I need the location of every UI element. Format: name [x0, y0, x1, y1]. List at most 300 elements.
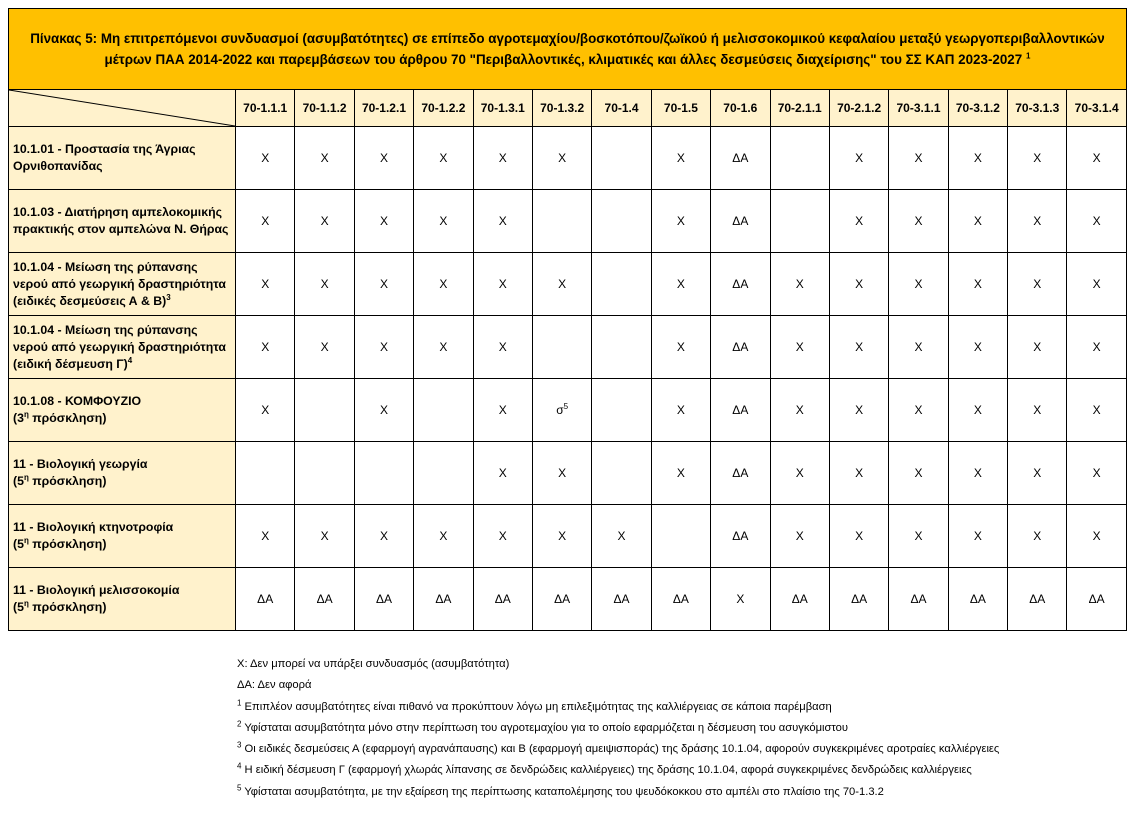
matrix-cell	[770, 253, 829, 316]
cell-value: Χ	[558, 529, 567, 543]
column-header: 70-1.2.1	[354, 90, 413, 127]
cell-value: ΔΑ	[613, 592, 630, 606]
matrix-cell	[473, 442, 532, 505]
cell-value: Χ	[379, 403, 388, 417]
matrix-cell	[889, 568, 948, 631]
cell-value: Χ	[973, 403, 982, 417]
matrix-cell	[236, 127, 295, 190]
cell-value: Χ	[973, 151, 982, 165]
table-title-footnote-mark: 1	[1025, 51, 1031, 61]
footnote-text: Υφίσταται ασυμβατότητα μόνο στην περίπτωση του αγροτεμαχίου για το οποίο εφαρμόζεται η δέσμευση του ασυγκόμιστου	[241, 721, 849, 734]
matrix-cell	[770, 568, 829, 631]
cell-value: Χ	[320, 214, 329, 228]
footnote	[237, 782, 999, 803]
cell-value: ΔΑ	[316, 592, 333, 606]
row-label-superscript: η	[23, 535, 29, 545]
footnote-text: Επιπλέον ασυμβατότητες είναι πιθανό να προκύπτουν λόγω μη επιλεξιμότητας της καλλιέργειας σε κάποια παρέμβαση	[241, 700, 832, 713]
table-row	[9, 568, 1127, 631]
cell-value: Χ	[261, 403, 270, 417]
row-label-line2: πρακτικής στον αμπελώνα Ν. Θήρας	[13, 222, 229, 236]
row-label-line2-rest: πρόσκληση)	[28, 411, 107, 425]
cell-value: Χ	[914, 214, 923, 228]
matrix-cell	[592, 253, 651, 316]
matrix-cell	[532, 379, 591, 442]
cell-value: Χ	[498, 214, 507, 228]
cell-value: Χ	[498, 340, 507, 354]
matrix-cell	[1067, 127, 1126, 190]
matrix-cell	[295, 568, 354, 631]
matrix-cell	[889, 379, 948, 442]
matrix-cell	[829, 127, 888, 190]
footnote	[237, 654, 999, 675]
row-header	[9, 568, 236, 631]
row-label-superscript: η	[23, 409, 29, 419]
matrix-cell	[829, 316, 888, 379]
cell-value: ΔΑ	[969, 592, 986, 606]
cell-value: Χ	[1092, 466, 1101, 480]
cell-value: Χ	[1092, 403, 1101, 417]
matrix-cell	[236, 379, 295, 442]
cell-value: Χ	[795, 529, 804, 543]
matrix-cell	[532, 568, 591, 631]
matrix-cell	[651, 379, 710, 442]
cell-value: Χ	[795, 466, 804, 480]
cell-value: Χ	[439, 340, 448, 354]
cell-value: Χ	[617, 529, 626, 543]
footnote-mark: 3	[237, 740, 242, 750]
row-label-line2: (3	[13, 411, 24, 425]
cell-value: Χ	[379, 340, 388, 354]
matrix-cell	[711, 505, 770, 568]
footnote-text: Χ: Δεν μπορεί να υπάρξει συνδυασμός (ασυμβατότητα)	[237, 658, 510, 670]
matrix-cell	[354, 568, 413, 631]
footnote-mark: 2	[237, 719, 242, 729]
matrix-cell	[711, 568, 770, 631]
matrix-cell	[770, 127, 829, 190]
row-header	[9, 127, 236, 190]
matrix-cell	[948, 505, 1007, 568]
footnote-text: Οι ειδικές δεσμεύσεις Α (εφαρμογή αγρανάπαυσης) και Β (εφαρμογή αμειψισποράς) της δράσης 10.1.04, αφορούν συγκεκριμένες αροτραίες καλλιέργειες	[241, 743, 1000, 756]
matrix-cell	[473, 379, 532, 442]
matrix-cell	[354, 442, 413, 505]
cell-value: Χ	[261, 340, 270, 354]
cell-value: ΔΑ	[910, 592, 927, 606]
row-label-superscript: η	[23, 598, 29, 608]
matrix-cell	[1008, 505, 1067, 568]
matrix-cell	[1067, 253, 1126, 316]
matrix-cell	[889, 190, 948, 253]
column-header: 70-2.1.1	[770, 90, 829, 127]
row-label-line3: (ειδικές δεσμεύσεις Α & Β)	[13, 293, 167, 308]
matrix-cell	[414, 127, 473, 190]
cell-value: Χ	[379, 214, 388, 228]
cell-value: Χ	[855, 151, 864, 165]
matrix-cell	[889, 127, 948, 190]
cell-value: ΔΑ	[791, 592, 808, 606]
footnote	[237, 675, 999, 696]
matrix-cell	[1067, 505, 1126, 568]
compatibility-table	[8, 8, 1127, 631]
matrix-cell	[354, 316, 413, 379]
footnote-mark: 5	[237, 783, 242, 793]
column-header: 70-3.1.1	[889, 90, 948, 127]
table-row	[9, 127, 1127, 190]
cell-value: Χ	[261, 214, 270, 228]
matrix-cell	[236, 442, 295, 505]
footnote	[237, 718, 999, 739]
matrix-cell	[354, 127, 413, 190]
cell-value: Χ	[1033, 340, 1042, 354]
cell-value: Χ	[379, 529, 388, 543]
cell-value: Χ	[914, 340, 923, 354]
row-label-line2: (5	[13, 600, 24, 614]
cell-value: Χ	[379, 277, 388, 291]
matrix-cell	[711, 253, 770, 316]
matrix-cell	[889, 253, 948, 316]
matrix-cell	[770, 442, 829, 505]
matrix-cell	[1008, 379, 1067, 442]
matrix-cell	[532, 442, 591, 505]
cell-value: Χ	[973, 277, 982, 291]
row-label-line1: 10.1.04 - Μείωση της ρύπανσης	[13, 322, 198, 337]
row-label-line1: 10.1.08 - ΚΟΜΦΟΥΖΙΟ	[13, 394, 142, 408]
matrix-cell	[414, 379, 473, 442]
row-label-line1: 11 - Βιολογική γεωργία	[13, 457, 148, 471]
table-row	[9, 316, 1127, 379]
cell-value: Χ	[498, 403, 507, 417]
cell-value: ΔΑ	[494, 592, 511, 606]
matrix-cell	[1008, 568, 1067, 631]
cell-value: ΔΑ	[732, 529, 749, 543]
matrix-cell	[295, 190, 354, 253]
cell-value: ΔΑ	[732, 403, 749, 417]
matrix-cell	[295, 253, 354, 316]
cell-value: σ	[556, 403, 564, 417]
matrix-cell	[829, 568, 888, 631]
matrix-cell	[889, 505, 948, 568]
matrix-cell	[295, 127, 354, 190]
table-title-text: Πίνακας 5: Μη επιτρεπόμενοι συνδυασμοί (ασυμβατότητες) σε επίπεδο αγροτεμαχίου/βοσκοτόπου/ζωϊκού ή μελισσοκομικού κεφαλαίου μεταξύ γεωργοπεριβαλλοντικών μέτρων ΠΑΑ 2014-2022 και παρεμβάσεων του άρθρου 70 "Περιβαλλοντικές, κλιματικές και άλλες δεσμεύσεις διαχείρισης" του ΣΣ ΚΑΠ 2023-2027	[30, 31, 1105, 67]
cell-footnote-mark: 5	[563, 402, 569, 411]
cell-value: Χ	[855, 277, 864, 291]
cell-value: Χ	[261, 151, 270, 165]
cell-value: Χ	[855, 340, 864, 354]
matrix-cell	[651, 190, 710, 253]
footnote	[237, 760, 999, 781]
cell-value: ΔΑ	[1029, 592, 1046, 606]
cell-value: Χ	[1092, 529, 1101, 543]
cell-value: Χ	[795, 277, 804, 291]
matrix-cell	[829, 379, 888, 442]
cell-value: ΔΑ	[1088, 592, 1105, 606]
footnote-mark: 1	[237, 697, 242, 707]
table-row	[9, 379, 1127, 442]
matrix-cell	[414, 316, 473, 379]
cell-value: Χ	[498, 277, 507, 291]
matrix-cell	[948, 127, 1007, 190]
row-header	[9, 190, 236, 253]
matrix-cell	[236, 505, 295, 568]
matrix-cell	[295, 379, 354, 442]
matrix-cell	[948, 379, 1007, 442]
cell-value: Χ	[676, 466, 685, 480]
column-header: 70-3.1.2	[948, 90, 1007, 127]
row-label-line1: 10.1.03 - Διατήρηση αμπελοκομικής	[13, 205, 222, 219]
matrix-cell	[354, 253, 413, 316]
cell-value: Χ	[855, 214, 864, 228]
matrix-cell	[236, 253, 295, 316]
column-header: 70-1.4	[592, 90, 651, 127]
cell-value: Χ	[855, 529, 864, 543]
matrix-cell	[592, 442, 651, 505]
row-header	[9, 379, 236, 442]
row-label-line2-rest: πρόσκληση)	[28, 600, 107, 614]
matrix-cell	[236, 190, 295, 253]
table-row	[9, 442, 1127, 505]
cell-value: Χ	[320, 529, 329, 543]
matrix-cell	[711, 442, 770, 505]
row-label-line2: νερού από γεωργική δραστηριότητα	[13, 339, 226, 354]
matrix-cell	[948, 316, 1007, 379]
matrix-cell	[354, 505, 413, 568]
cell-value: Χ	[1092, 277, 1101, 291]
column-header: 70-1.3.2	[532, 90, 591, 127]
table-title	[9, 9, 1127, 90]
column-header: 70-3.1.4	[1067, 90, 1126, 127]
cell-value: Χ	[320, 277, 329, 291]
matrix-cell	[592, 568, 651, 631]
matrix-cell	[1008, 442, 1067, 505]
cell-value: Χ	[498, 466, 507, 480]
footnotes	[237, 654, 999, 803]
footnote-text: Υφίσταται ασυμβατότητα, με την εξαίρεση της περίπτωσης καταπολέμησης του ψευδόκοκκου στο αμπέλι στο πλαίσιο της 70-1.3.2	[241, 785, 884, 798]
cell-value: Χ	[439, 277, 448, 291]
table-row	[9, 253, 1127, 316]
cell-value: Χ	[795, 403, 804, 417]
matrix-cell	[770, 316, 829, 379]
cell-value: Χ	[973, 529, 982, 543]
matrix-cell	[889, 442, 948, 505]
matrix-cell	[651, 505, 710, 568]
cell-value: Χ	[676, 277, 685, 291]
cell-value: Χ	[1033, 151, 1042, 165]
matrix-cell	[592, 316, 651, 379]
row-header	[9, 442, 236, 505]
column-header: 70-2.1.2	[829, 90, 888, 127]
row-header	[9, 505, 236, 568]
corner-cell	[9, 90, 236, 127]
footnote	[237, 697, 999, 718]
row-header	[9, 253, 236, 316]
column-header: 70-1.6	[711, 90, 770, 127]
cell-value: Χ	[795, 340, 804, 354]
cell-value: Χ	[439, 214, 448, 228]
cell-value: Χ	[855, 466, 864, 480]
matrix-cell	[295, 442, 354, 505]
cell-value: ΔΑ	[732, 151, 749, 165]
cell-value: Χ	[261, 529, 270, 543]
table-row	[9, 190, 1127, 253]
matrix-cell	[651, 253, 710, 316]
matrix-cell	[948, 190, 1007, 253]
matrix-cell	[592, 127, 651, 190]
cell-value: Χ	[1092, 151, 1101, 165]
matrix-cell	[889, 316, 948, 379]
cell-value: Χ	[1033, 466, 1042, 480]
matrix-cell	[473, 127, 532, 190]
cell-value: Χ	[736, 592, 745, 606]
matrix-cell	[295, 316, 354, 379]
matrix-cell	[829, 442, 888, 505]
cell-value: Χ	[558, 277, 567, 291]
cell-value: Χ	[914, 277, 923, 291]
cell-value: Χ	[914, 403, 923, 417]
cell-value: Χ	[1092, 214, 1101, 228]
cell-value: ΔΑ	[554, 592, 571, 606]
row-label-line2-rest: πρόσκληση)	[28, 537, 107, 551]
matrix-cell	[1008, 190, 1067, 253]
matrix-cell	[829, 190, 888, 253]
cell-value: ΔΑ	[257, 592, 274, 606]
row-footnote-mark: 3	[166, 292, 171, 302]
matrix-cell	[414, 253, 473, 316]
cell-value: Χ	[1033, 277, 1042, 291]
matrix-cell	[473, 568, 532, 631]
matrix-cell	[592, 505, 651, 568]
matrix-cell	[711, 316, 770, 379]
matrix-cell	[414, 505, 473, 568]
row-label-line2: (5	[13, 537, 24, 551]
matrix-cell	[236, 316, 295, 379]
footnote-text: Η ειδική δέσμευση Γ (εφαρμογή χλωράς λίπανσης σε δενδρώδεις καλλιέργειες) της δράσης 10.1.04, αφορά συγκεκριμένες δενδρώδεις καλλιέργειες	[241, 764, 972, 777]
cell-value: Χ	[973, 340, 982, 354]
cell-value: Χ	[676, 151, 685, 165]
matrix-cell	[532, 127, 591, 190]
column-header-row	[9, 90, 1127, 127]
matrix-cell	[532, 253, 591, 316]
cell-value: Χ	[676, 214, 685, 228]
cell-value: Χ	[1033, 403, 1042, 417]
matrix-cell	[354, 190, 413, 253]
matrix-cell	[1067, 568, 1126, 631]
row-label-superscript: η	[23, 472, 29, 482]
cell-value: Χ	[1092, 340, 1101, 354]
column-header: 70-1.1.1	[236, 90, 295, 127]
cell-value: ΔΑ	[732, 340, 749, 354]
row-label-line2: Ορνιθοπανίδας	[13, 159, 103, 173]
cell-value: ΔΑ	[732, 466, 749, 480]
matrix-cell	[414, 442, 473, 505]
cell-value: ΔΑ	[732, 214, 749, 228]
matrix-cell	[651, 568, 710, 631]
column-header: 70-3.1.3	[1008, 90, 1067, 127]
cell-value: Χ	[379, 151, 388, 165]
matrix-cell	[770, 379, 829, 442]
row-label-line2: νερού από γεωργική δραστηριότητα	[13, 276, 226, 291]
cell-value: Χ	[498, 529, 507, 543]
column-header: 70-1.5	[651, 90, 710, 127]
cell-value: Χ	[1033, 214, 1042, 228]
cell-value: Χ	[558, 151, 567, 165]
matrix-cell	[1008, 316, 1067, 379]
footnote-mark: 4	[237, 761, 242, 771]
cell-value: ΔΑ	[375, 592, 392, 606]
matrix-cell	[829, 505, 888, 568]
matrix-cell	[651, 127, 710, 190]
matrix-cell	[532, 190, 591, 253]
row-label-line1: 10.1.01 - Προστασία της Άγριας	[13, 142, 196, 156]
cell-value: Χ	[914, 466, 923, 480]
cell-value: Χ	[914, 151, 923, 165]
cell-value: Χ	[498, 151, 507, 165]
footnote-text: ΔΑ: Δεν αφορά	[237, 679, 312, 692]
cell-value: Χ	[320, 340, 329, 354]
matrix-cell	[414, 568, 473, 631]
cell-value: Χ	[914, 529, 923, 543]
matrix-cell	[948, 442, 1007, 505]
matrix-cell	[948, 568, 1007, 631]
row-label-line1: 10.1.04 - Μείωση της ρύπανσης	[13, 259, 198, 274]
row-label-line1: 11 - Βιολογική κτηνοτροφία	[13, 520, 174, 534]
matrix-cell	[532, 316, 591, 379]
matrix-cell	[592, 190, 651, 253]
matrix-cell	[1067, 379, 1126, 442]
row-label-line2-rest: πρόσκληση)	[28, 474, 107, 488]
matrix-cell	[354, 379, 413, 442]
matrix-cell	[651, 442, 710, 505]
row-footnote-mark: 4	[127, 355, 133, 365]
footnote	[237, 739, 999, 760]
cell-value: Χ	[676, 340, 685, 354]
cell-value: ΔΑ	[851, 592, 868, 606]
matrix-cell	[948, 253, 1007, 316]
cell-value: ΔΑ	[435, 592, 452, 606]
matrix-cell	[1067, 316, 1126, 379]
matrix-cell	[473, 316, 532, 379]
table-row	[9, 505, 1127, 568]
matrix-cell	[473, 253, 532, 316]
cell-value: Χ	[1033, 529, 1042, 543]
cell-value: Χ	[558, 466, 567, 480]
cell-value: ΔΑ	[672, 592, 689, 606]
matrix-cell	[1067, 442, 1126, 505]
column-header: 70-1.2.2	[414, 90, 473, 127]
row-label-line2: (5	[13, 474, 24, 488]
cell-value: Χ	[439, 529, 448, 543]
matrix-cell	[711, 190, 770, 253]
cell-value: Χ	[855, 403, 864, 417]
cell-value: Χ	[676, 403, 685, 417]
column-header: 70-1.1.2	[295, 90, 354, 127]
diagonal-divider	[9, 90, 235, 126]
matrix-cell	[473, 505, 532, 568]
matrix-cell	[770, 190, 829, 253]
cell-value: Χ	[320, 151, 329, 165]
cell-value: Χ	[261, 277, 270, 291]
row-label-line3: (ειδική δέσμευση Γ)	[13, 356, 128, 371]
matrix-cell	[236, 568, 295, 631]
matrix-cell	[1008, 127, 1067, 190]
matrix-cell	[414, 190, 473, 253]
row-label-line1: 11 - Βιολογική μελισσοκομία	[13, 583, 180, 597]
cell-value: Χ	[973, 466, 982, 480]
column-header: 70-1.3.1	[473, 90, 532, 127]
matrix-cell	[829, 253, 888, 316]
cell-value: ΔΑ	[732, 277, 749, 291]
row-header	[9, 316, 236, 379]
matrix-cell	[532, 505, 591, 568]
matrix-cell	[711, 127, 770, 190]
